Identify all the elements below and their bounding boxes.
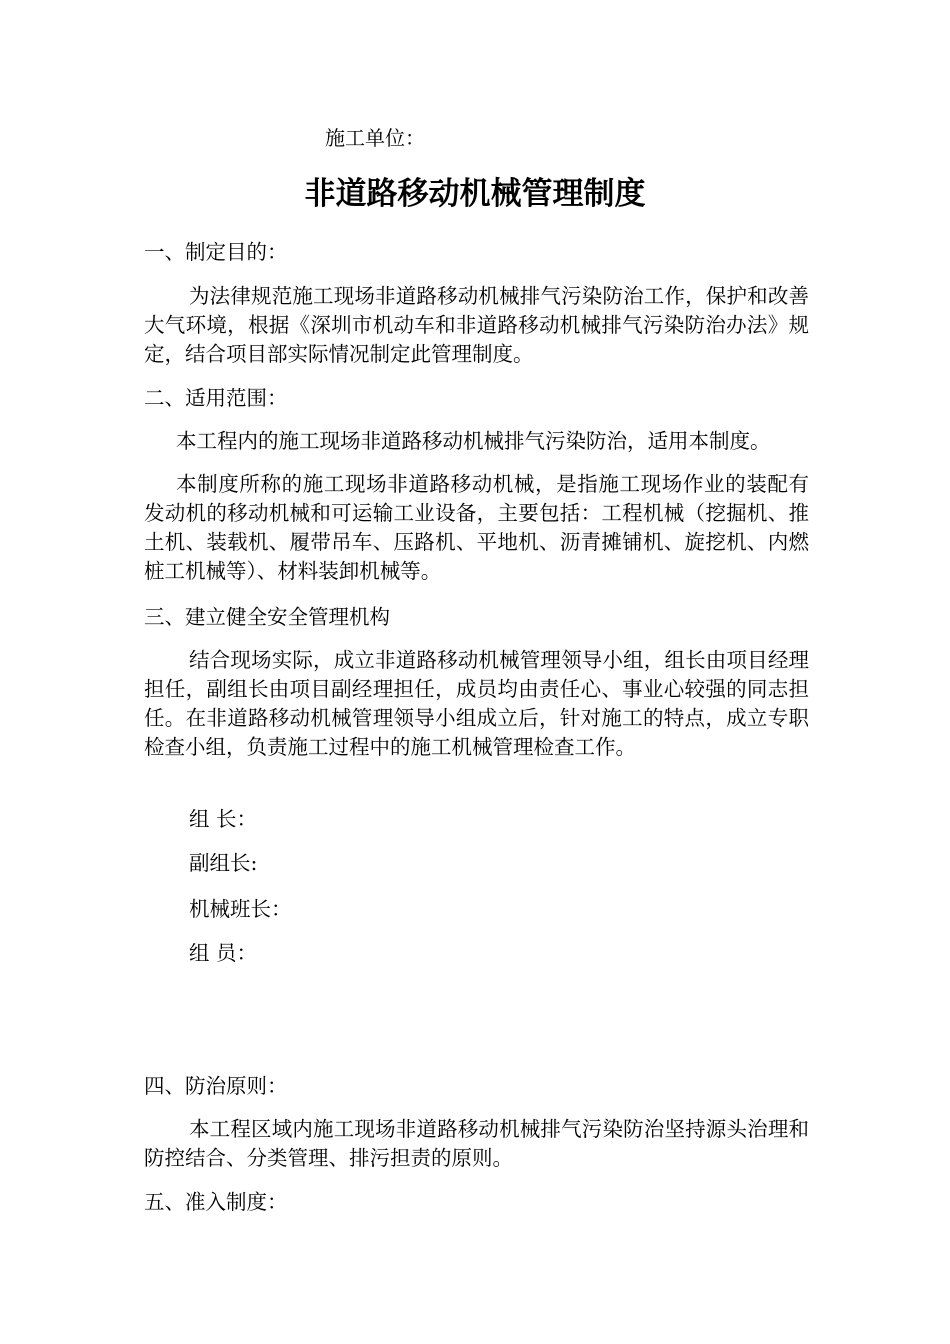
member-mech-lead-label: 机械班长： [189,897,292,921]
section-4-paragraph: 本工程区域内施工现场非道路移动机械排气污染防治坚持源头治理和防控结合、分类管理、排污担责的原则。 [144,1117,809,1170]
construction-unit-label: 施工单位： [325,126,425,150]
section-2-paragraph-2: 本制度所称的施工现场非道路移动机械，是指施工现场作业的装配有发动机的移动机械和可运输工业设备，主要包括：工程机械（挖掘机、推土机、装载机、履带吊车、压路机、平地机、沥青摊铺机、旋挖机、内燃桩工机械等）、材料装卸机械等。 [144,472,809,583]
section-1-heading: 一、制定目的： [144,240,288,264]
member-leader-label: 组 长： [189,807,258,831]
section-3-paragraph: 结合现场实际，成立非道路移动机械管理领导小组，组长由项目经理担任，副组长由项目副经理担任，成员均由责任心、事业心较强的同志担任。在非道路移动机械管理领导小组成立后，针对施工的特点，成立专职检查小组，负责施工过程中的施工机械管理检查工作。 [144,648,809,759]
member-members-label: 组 员： [189,941,258,965]
section-3-heading: 三、建立健全安全管理机构 [144,605,390,629]
section-2-paragraph-1: 本工程内的施工现场非道路移动机械排气污染防治，适用本制度。 [176,429,771,453]
section-4-heading: 四、防治原则： [144,1074,288,1098]
document-title: 非道路移动机械管理制度 [304,176,646,212]
member-deputy-label: 副组长: [189,851,258,875]
section-1-paragraph: 为法律规范施工现场非道路移动机械排气污染防治工作，保护和改善大气环境，根据《深圳市机动车和非道路移动机械排气污染防治办法》规定，结合项目部实际情况制定此管理制度。 [144,284,809,366]
section-2-heading: 二、适用范围： [144,386,288,410]
section-5-heading: 五、准入制度： [144,1190,288,1214]
